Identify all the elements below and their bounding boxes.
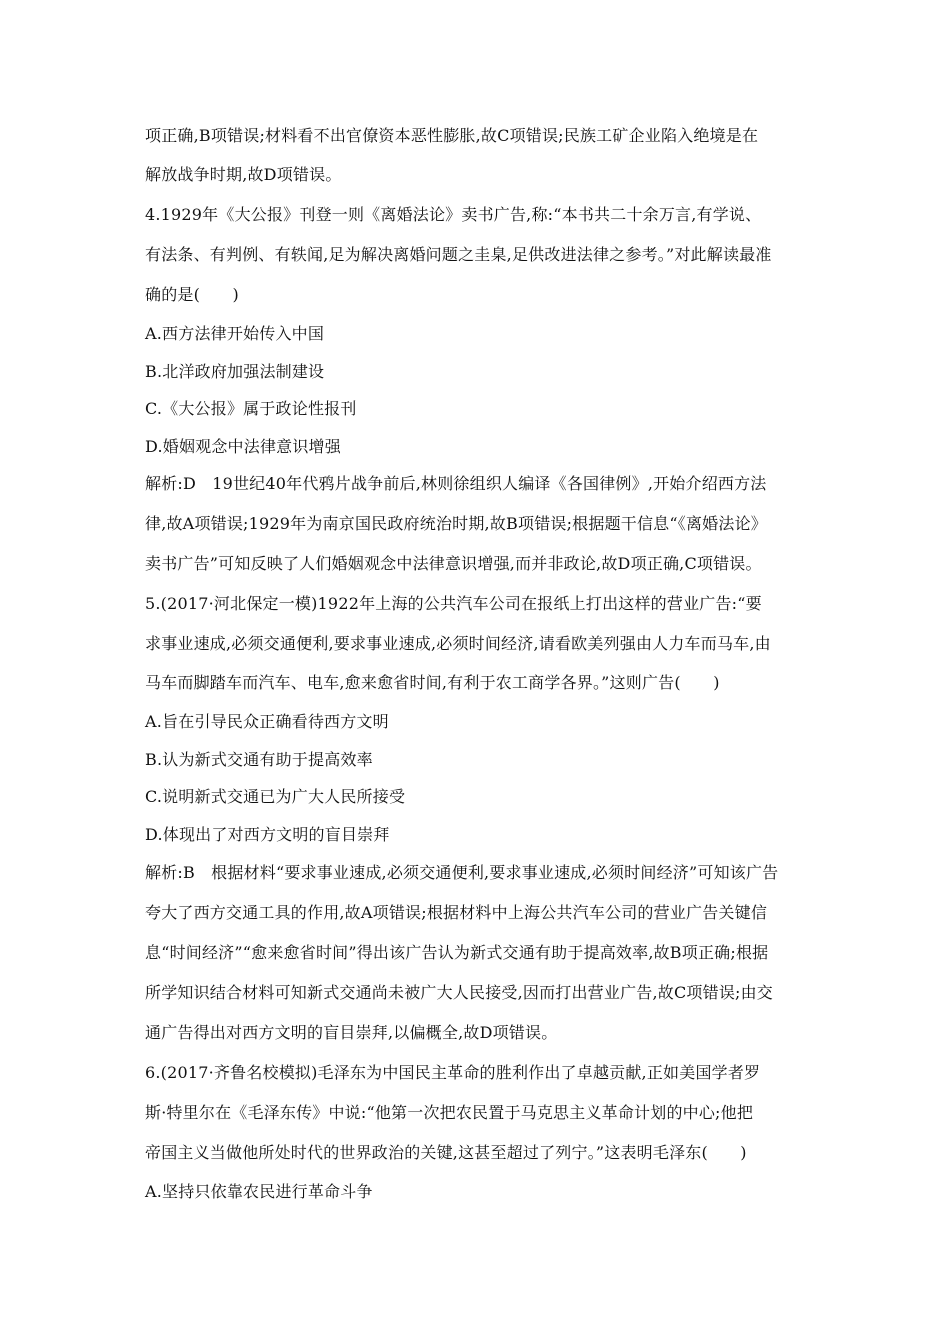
option-a: A.坚持只依靠农民进行革命斗争 [145, 1182, 373, 1201]
text-line: 通广告得出对西方文明的盲目崇拜,以偏概全,故D项错误。 [145, 1023, 558, 1042]
analysis-4: 解析:D 19世纪40年代鸦片战争前后,林则徐组织人编译《各国律例》,开始介绍西方法 [145, 474, 767, 493]
text-line: 卖书广告”可知反映了人们婚姻观念中法律意识增强,而并非政论,故D项正确,C项错误。 [145, 554, 762, 573]
option-b: B.认为新式交通有助于提高效率 [145, 750, 373, 769]
text-line: 有法条、有判例、有轶闻,足为解决离婚问题之圭臬,足供改进法律之参考。”对此解读最准 [145, 245, 772, 264]
text-line: 马车而脚踏车而汽车、电车,愈来愈省时间,有利于农工商学各界。”这则广告( ) [145, 673, 720, 692]
option-d: D.婚姻观念中法律意识增强 [145, 437, 341, 456]
text-line: 确的是( ) [145, 285, 239, 304]
option-c: C.《大公报》属于政论性报刊 [145, 399, 357, 418]
question-6-stem: 6.(2017·齐鲁名校模拟)毛泽东为中国民主革命的胜利作出了卓越贡献,正如美国学者罗 [145, 1063, 761, 1082]
text-line: 所学知识结合材料可知新式交通尚未被广大人民接受,因而打出营业广告,故C项错误;由交 [145, 983, 774, 1002]
text-line: 夸大了西方交通工具的作用,故A项错误;根据材料中上海公共汽车公司的营业广告关键信 [145, 903, 768, 922]
option-c: C.说明新式交通已为广大人民所接受 [145, 787, 406, 806]
text-line: 解放战争时期,故D项错误。 [145, 165, 342, 184]
text-line: 求事业速成,必须交通便利,要求事业速成,必须时间经济,请看欧美列强由人力车而马车,由 [145, 634, 771, 653]
question-4-stem: 4.1929年《大公报》刊登一则《离婚法论》卖书广告,称:“本书共二十余万言,有学说、 [145, 205, 762, 224]
option-d: D.体现出了对西方文明的盲目崇拜 [145, 825, 390, 844]
question-5-stem: 5.(2017·河北保定一模)1922年上海的公共汽车公司在报纸上打出这样的营业广告:“要 [145, 594, 762, 613]
text-line: 帝国主义当做他所处时代的世界政治的关键,这甚至超过了列宁。”这表明毛泽东( ) [145, 1143, 747, 1162]
text-line: 律,故A项错误;1929年为南京国民政府统治时期,故B项错误;根据题干信息“《离婚法论》 [145, 514, 767, 533]
option-a: A.西方法律开始传入中国 [145, 324, 325, 343]
text-line: 息“时间经济”“愈来愈省时间”得出该广告认为新式交通有助于提高效率,故B项正确;根据 [145, 943, 769, 962]
analysis-5: 解析:B 根据材料“要求事业速成,必须交通便利,要求事业速成,必须时间经济”可知该广告 [145, 863, 779, 882]
text-line: 斯·特里尔在《毛泽东传》中说:“他第一次把农民置于马克思主义革命计划的中心;他把 [145, 1103, 754, 1122]
option-b: B.北洋政府加强法制建设 [145, 362, 325, 381]
text-line: 项正确,B项错误;材料看不出官僚资本恶性膨胀,故C项错误;民族工矿企业陷入绝境是在 [145, 126, 759, 145]
option-a: A.旨在引导民众正确看待西方文明 [145, 712, 389, 731]
